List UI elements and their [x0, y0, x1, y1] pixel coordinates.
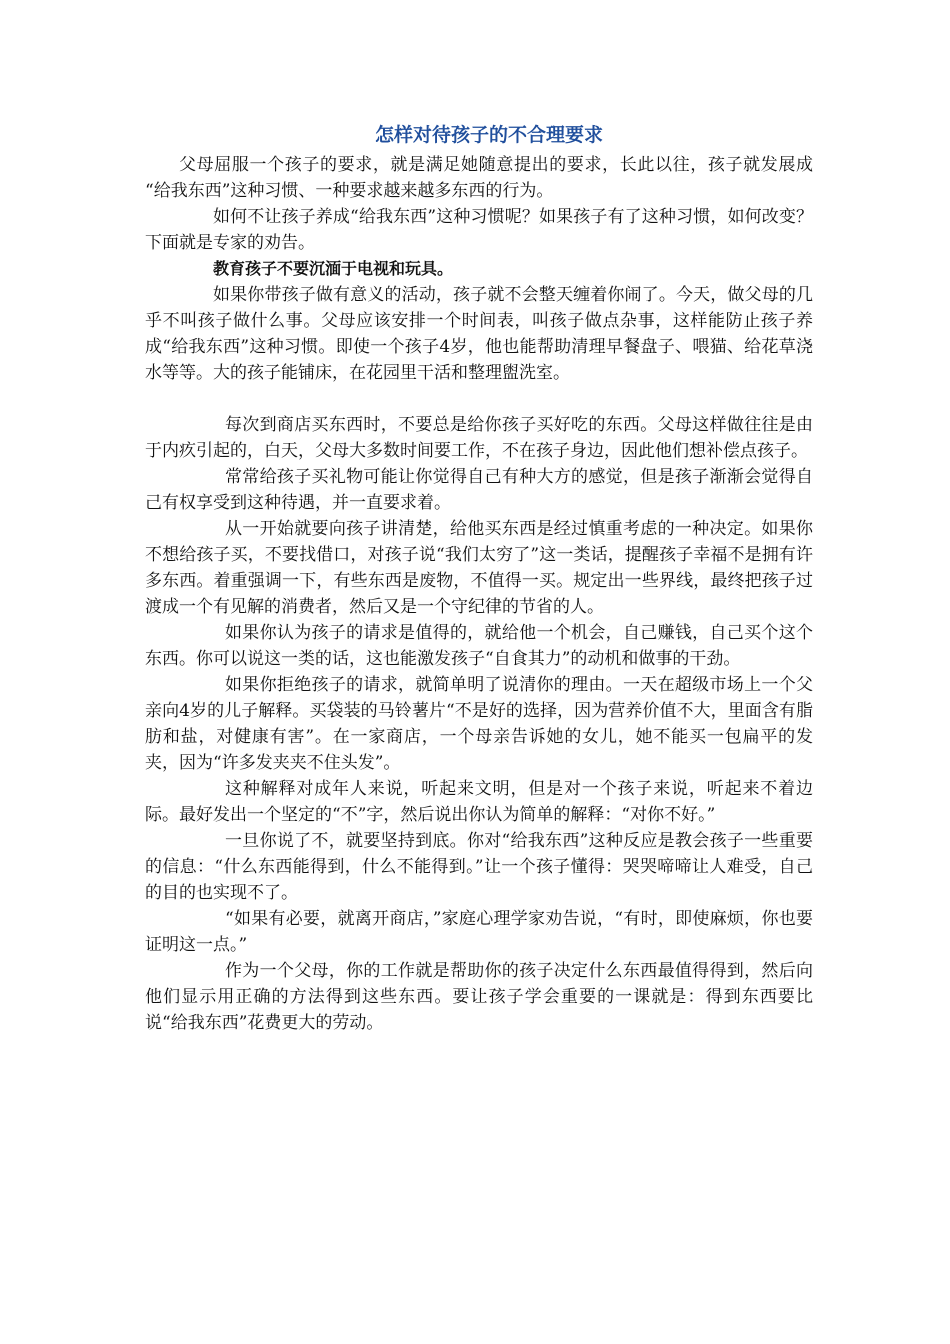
paragraph-4: 每次到商店买东西时，不要总是给你孩子买好吃的东西。父母这样做往往是由于内疚引起的，白天，父母大多数时间要工作，不在孩子身边，因此他们想补偿点孩子。: [145, 415, 813, 461]
paragraph-2: 如何不让孩子养成“给我东西”这种习惯呢？如果孩子有了这种习惯，如何改变？下面就是专家的劝告。: [145, 207, 813, 253]
section-heading: 教育孩子不要沉湎于电视和玩具。: [213, 259, 454, 278]
paragraph-12: 作为一个父母，你的工作就是帮助你的孩子决定什么东西最值得得到，然后向他们显示用正确的方法得到这些东西。要让孩子学会重要的一课就是：得到东西要比说“给我东西”花费更大的劳动。: [145, 961, 813, 1033]
paragraph-5: 常常给孩子买礼物可能让你觉得自己有种大方的感觉，但是孩子渐渐会觉得自己有权享受到这种待遇，并一直要求着。: [145, 467, 813, 513]
document-page: [145, 118, 813, 1036]
paragraph-1: 父母屈服一个孩子的要求，就是满足她随意提出的要求，长此以往，孩子就发展成 “给我东西”这种习惯、一种要求越来越多东西的行为。: [145, 155, 813, 201]
paragraph-8: 如果你拒绝孩子的请求，就简单明了说清你的理由。一天在超级市场上一个父亲向4岁的儿子解释。买袋装的马铃薯片“不是好的选择，因为营养价值不大，里面含有脂肪和盐，对健康有害”。在一家商店，一个母亲告诉她的女儿，她不能买一包扁平的发夹，因为“许多发夹夹不住头发”。: [145, 675, 813, 773]
document-title: 怎样对待孩子的不合理要求: [374, 124, 603, 146]
paragraph-9: 这种解释对成年人来说，听起来文明，但是对一个孩子来说，听起来不着边际。最好发出一个坚定的“不”字，然后说出你认为简单的解释：“对你不好。”: [145, 779, 813, 825]
paragraph-11: “如果有必要，就离开商店，”家庭心理学家劝告说，“有时，即使麻烦，你也要证明这一点。”: [145, 909, 813, 955]
paragraph-10: 一旦你说了不，就要坚持到底。你对“给我东西”这种反应是教会孩子一些重要的信息：“什么东西能得到，什么不能得到。”让一个孩子懂得：哭哭啼啼让人难受，自己的目的也实现不了。: [145, 831, 813, 903]
paragraph-6: 从一开始就要向孩子讲清楚，给他买东西是经过慎重考虑的一种决定。如果你不想给孩子买，不要找借口，对孩子说“我们太穷了”这一类话，提醒孩子幸福不是拥有许多东西。着重强调一下，有些东西是废物，不值得一买。规定出一些界线，最终把孩子过渡成一个有见解的消费者，然后又是一个守纪律的节省的人。: [145, 519, 813, 617]
paragraph-3: 如果你带孩子做有意义的活动，孩子就不会整天缠着你闹了。今天，做父母的几乎不叫孩子做什么事。父母应该安排一个时间表，叫孩子做点杂事，这样能防止孩子养成“给我东西”这种习惯。即使一个孩子4岁，他也能帮助清理早餐盘子、喂猫、给花草浇水等等。大的孩子能铺床，在花园里干活和整理盥洗室。: [145, 285, 813, 383]
paragraph-7: 如果你认为孩子的请求是值得的，就给他一个机会，自己赚钱，自己买个这个东西。你可以说这一类的话，这也能激发孩子“自食其力”的动机和做事的干劲。: [145, 623, 813, 669]
blank-line: [145, 386, 813, 412]
